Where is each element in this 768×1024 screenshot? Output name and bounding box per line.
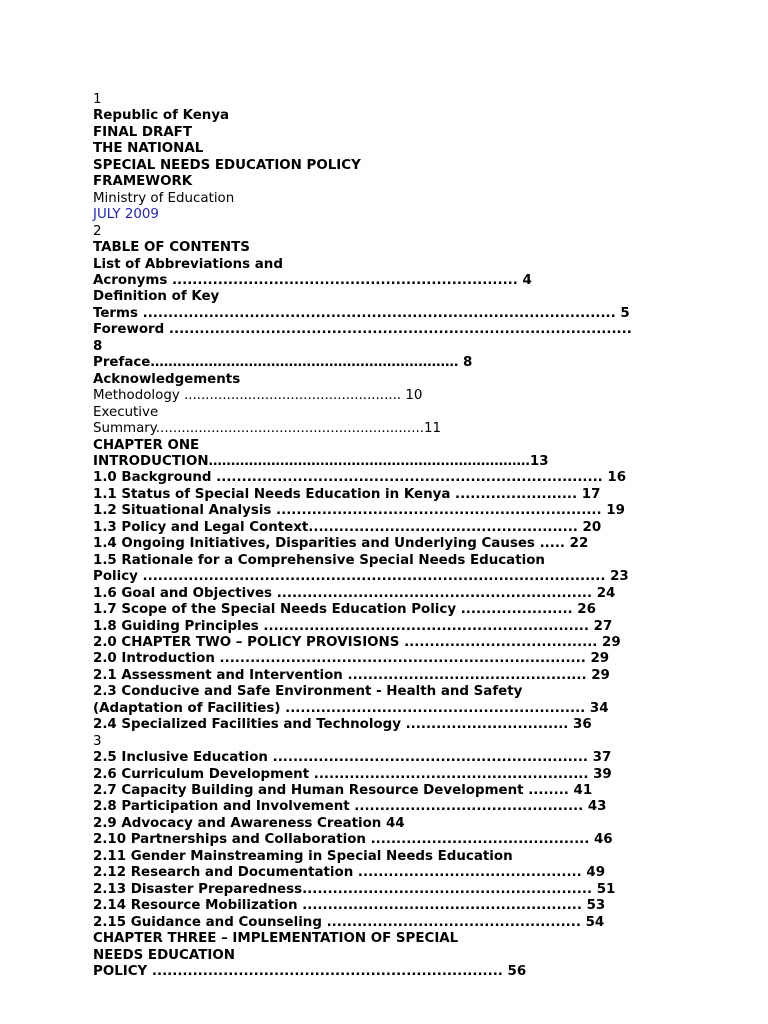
document-line: 2.6 Curriculum Development ...................................................... 39 [93,766,612,782]
document-line: 2 [93,223,102,239]
document-line: 2.12 Research and Documentation ............................................ 49 [93,865,606,881]
document-line: FINAL DRAFT [93,124,192,140]
document-line: NEEDS EDUCATION [93,947,235,963]
document-line: Ministry of Education [93,190,235,206]
document-line: CHAPTER THREE – IMPLEMENTATION OF SPECIAL [93,931,459,947]
document-line: Summary...............................................................11 [93,421,441,437]
document-line: Policy ........................................................................................... 23 [93,569,629,585]
document-line: Acknowledgements [93,371,241,387]
document-line: 8 [93,338,103,354]
document-line: JULY 2009 [93,207,159,223]
document-line: 2.0 Introduction ........................................................................ 29 [93,651,610,667]
document-line: 1.6 Goal and Objectives .............................................................. 24 [93,585,616,601]
document-line: Foreword ........................................................................................... [93,322,632,338]
document-line: 1.4 Ongoing Initiatives, Disparities and Underlying Causes ..... 22 [93,536,589,552]
document-line: 1.5 Rationale for a Comprehensive Special Needs Education [93,552,545,568]
document-line: FRAMEWORK [93,174,193,190]
document-line: 1.2 Situational Analysis ................................................................ 19 [93,503,625,519]
document-line: 1.0 Background ............................................................................ 16 [93,470,627,486]
document-line: 1.3 Policy and Legal Context..................................................... 20 [93,519,602,535]
document-line: 1.1 Status of Special Needs Education in Kenya ........................ 17 [93,486,601,502]
document-line: THE NATIONAL [93,141,204,157]
document-line: 2.0 CHAPTER TWO – POLICY PROVISIONS ...................................... 29 [93,634,621,650]
document-line: 2.1 Assessment and Intervention ............................................... 29 [93,667,610,683]
document-line: Republic of Kenya [93,108,230,124]
document-line: 2.10 Partnerships and Collaboration ........................................... 46 [93,832,613,848]
document-line: SPECIAL NEEDS EDUCATION POLICY [93,157,361,173]
document-line: 2.13 Disaster Preparedness......................................................... 51 [93,881,616,897]
document-line: 1.8 Guiding Principles ................................................................ 27 [93,618,613,634]
document-line: 3 [93,733,102,749]
document-line: 2.8 Participation and Involvement ............................................. 43 [93,799,607,815]
document-line: Executive [93,404,159,420]
document-line: Definition of Key [93,289,220,305]
document-line: 2.9 Advocacy and Awareness Creation 44 [93,815,405,831]
document-line: 2.4 Specialized Facilities and Technology ................................ 36 [93,717,592,733]
document-line: TABLE OF CONTENTS [93,240,250,256]
document-line: CHAPTER ONE [93,437,200,453]
document-line: 2.14 Resource Mobilization ....................................................... 53 [93,898,606,914]
document-line: Preface…………………………………………………………… 8 [93,355,473,371]
document-line: 2.15 Guidance and Counseling .................................................. 54 [93,914,605,930]
document-line: 2.11 Gender Mainstreaming in Special Needs Education [93,848,513,864]
document-line: Acronyms .................................................................... 4 [93,272,532,288]
document-line: Terms ............................................................................................. 5 [93,305,630,321]
document-line: INTRODUCTION………………………………………………………………13 [93,453,549,469]
document-page [93,92,753,980]
document-line: POLICY ..................................................................... 56 [93,964,527,980]
document-line: List of Abbreviations and [93,256,283,272]
document-line: 1 [93,92,102,107]
document-line: (Adaptation of Facilities) ........................................................... 34 [93,700,609,716]
document-line: 2.7 Capacity Building and Human Resource Development ........ 41 [93,783,593,799]
document-line: 1.7 Scope of the Special Needs Education Policy ...................... 26 [93,602,596,618]
document-line: Methodology ................................................... 10 [93,388,423,404]
document-line: 2.3 Conducive and Safe Environment - Health and Safety [93,684,523,700]
document-line: 2.5 Inclusive Education .............................................................. 37 [93,750,612,766]
